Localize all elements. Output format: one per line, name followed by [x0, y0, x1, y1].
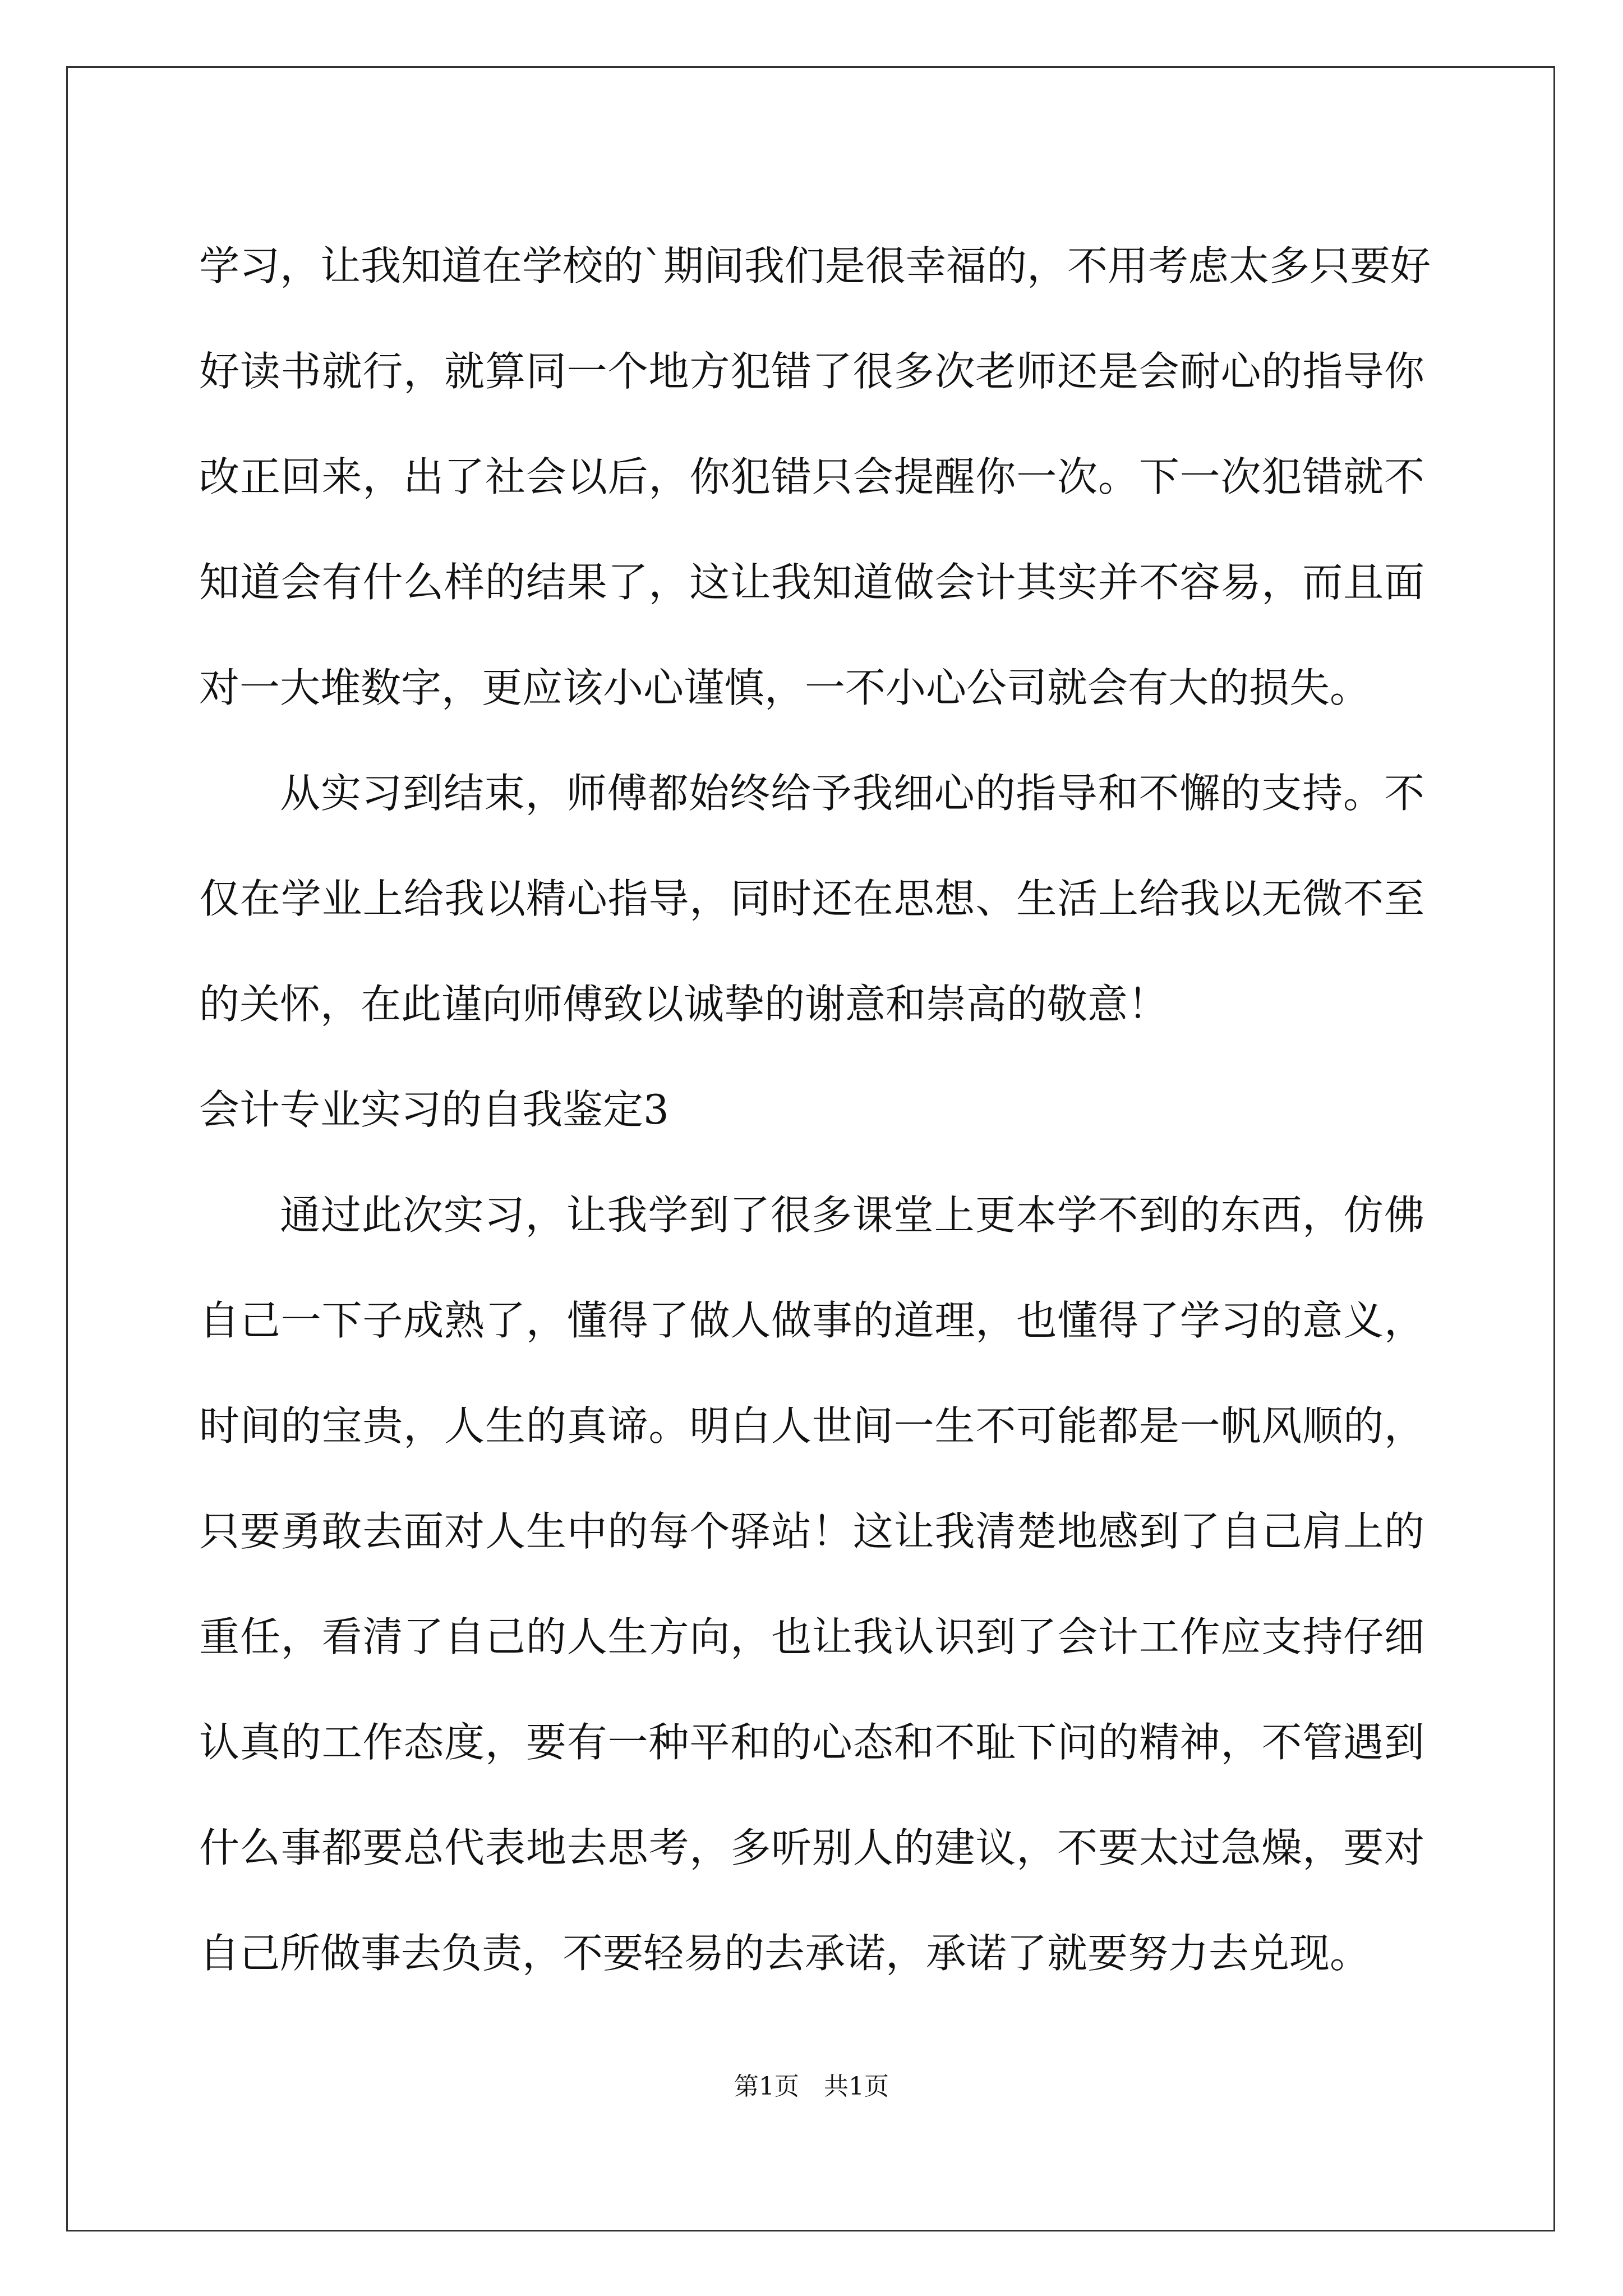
paragraph-2-line-3: 的关怀，在此谨向师傅致以诚挚的谢意和崇高的敬意！: [199, 981, 1169, 1028]
paragraph-3-line-4: 只要勇敢去面对人生中的每个驿站！这让我清楚地感到了自己肩上的: [199, 1508, 1424, 1555]
section-heading: 会计专业实习的自我鉴定3: [199, 1086, 669, 1133]
paragraph-3-line-8: 自己所做事去负责，不要轻易的去承诺，承诺了就要努力去兑现。: [199, 1930, 1371, 1977]
paragraph-2-line-2: 仅在学业上给我以精心指导，同时还在思想、生活上给我以无微不至: [199, 875, 1424, 922]
paragraph-3-line-6: 认真的工作态度，要有一种平和的心态和不耻下问的精神，不管遇到: [199, 1719, 1424, 1766]
paragraph-1-line-4: 知道会有什么样的结果了，这让我知道做会计其实并不容易，而且面: [199, 559, 1424, 606]
paragraph-3-line-3: 时间的宝贵，人生的真谛。明白人世间一生不可能都是一帆风顺的，: [199, 1402, 1424, 1450]
paragraph-2-line-1: 从实习到结束，师傅都始终给予我细心的指导和不懈的支持。不: [280, 770, 1424, 817]
paragraph-3-line-5: 重任，看清了自己的人生方向，也让我认识到了会计工作应支持仔细: [199, 1613, 1424, 1660]
paragraph-1-line-3: 改正回来，出了社会以后，你犯错只会提醒你一次。下一次犯错就不: [199, 453, 1424, 500]
paragraph-3-line-2: 自己一下子成熟了，懂得了做人做事的道理，也懂得了学习的意义，: [199, 1297, 1424, 1344]
paragraph-3-line-7: 什么事都要总代表地去思考，多听别人的建议，不要太过急燥，要对: [199, 1824, 1424, 1871]
page-number-footer: 第1页 共1页: [734, 2072, 889, 2101]
paragraph-1-line-2: 好读书就行，就算同一个地方犯错了很多次老师还是会耐心的指导你: [199, 348, 1424, 395]
document-body: [199, 213, 1431, 2006]
paragraph-1-line-5: 对一大堆数字，更应该小心谨慎，一不小心公司就会有大的损失。: [199, 664, 1371, 711]
paragraph-1-line-1: 学习，让我知道在学校的`期间我们是很幸福的，不用考虑太多只要好: [199, 242, 1431, 289]
paragraph-3-line-1: 通过此次实习，让我学到了很多课堂上更本学不到的东西，仿佛: [280, 1191, 1424, 1239]
